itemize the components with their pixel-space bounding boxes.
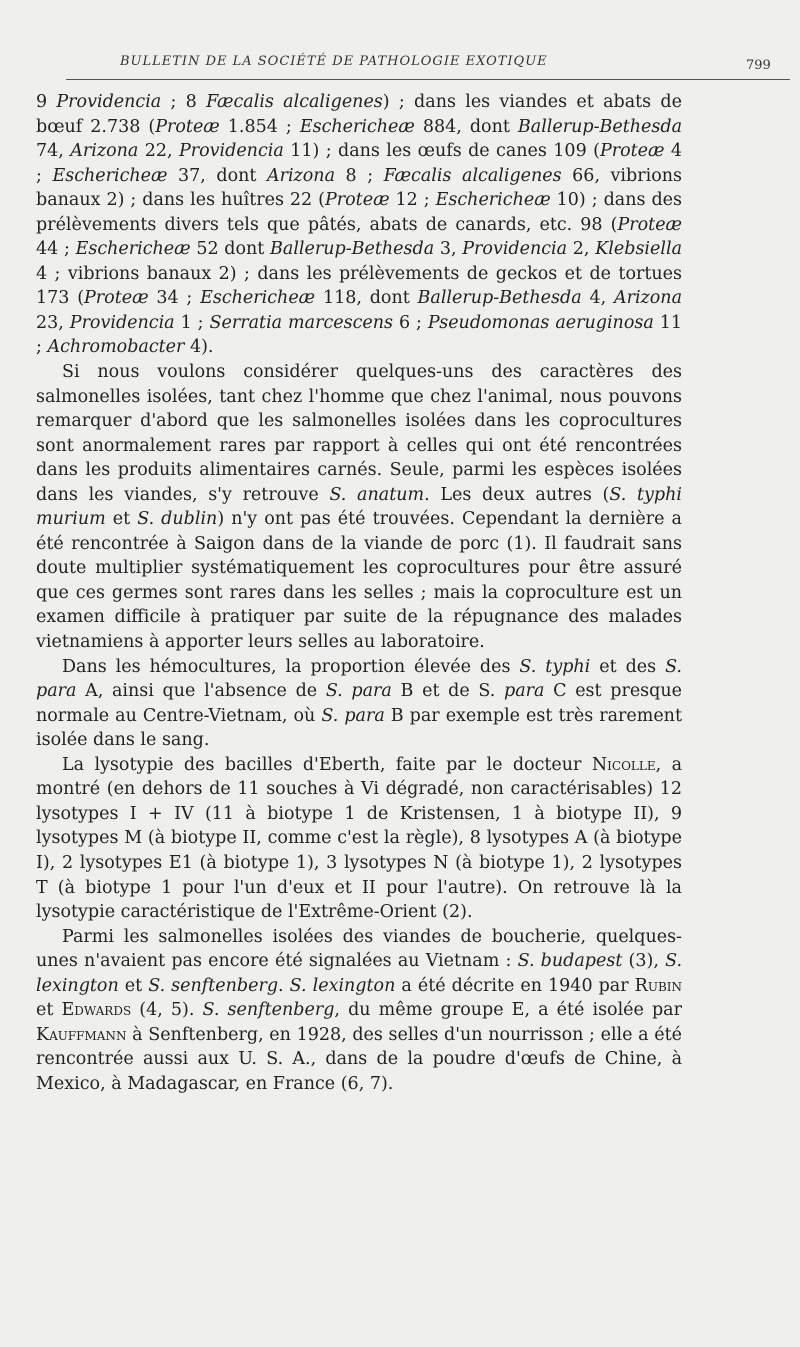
page-number: 799	[746, 58, 771, 73]
running-head: BULLETIN DE LA SOCIÉTÉ DE PATHOLOGIE EXOTIQUE	[120, 54, 548, 69]
paragraph-5: Parmi les salmonelles isolées des viandes de boucherie, quelques-unes n'avaient pas encore été signalées au Vietnam : S. budapest (3), S. lexington et S. senftenberg. S. lexington a été décrite en 1940 par Rubin et Edwards (4, 5). S. senftenberg, du même groupe E, a été isolée par Kauffmann à Senftenberg, en 1928, des selles d'un nourrisson ; elle a été rencontrée aussi aux U. S. A., dans de la poudre d'œufs de Chine, à Mexico, à Madagascar, en France (6, 7).	[36, 926, 683, 1094]
body-text	[36, 90, 682, 1096]
header-rule	[66, 79, 790, 80]
paragraph-3: Dans les hémocultures, la proportion élevée des S. typhi et des S. para A, ainsi que l'absence de S. para B et de S. para C est presque normale au Centre-Vietnam, où S. para B par exemple est très rarement isolée dans le sang.	[36, 656, 682, 751]
paragraph-1: 9 Providencia ; 8 Fæcalis alcaligenes) ; dans les viandes et abats de bœuf 2.738 (Proteæ 1.854 ; Escherichеæ 884, dont Ballerup-Bethesda 74, Arizona 22, Providencia 11) ; dans les œufs de canes 109 (Proteæ 4 ; Escherichеæ 37, dont Arizona 8 ; Fæcalis alcaligenes 66, vibrions banaux 2) ; dans les huîtres 22 (Proteæ 12 ; Escherichеæ 10) ; dans des prélèvements divers tels que pâtés, abats de canards, etc. 98 (Proteæ 44 ; Escherichеæ 52 dont Ballerup-Bethesda 3, Providencia 2, Klebsiella 4 ; vibrions banaux 2) ; dans les prélèvements de geckos et de tortues 173 (Proteæ 34 ; Escherichеæ 118, dont Ballerup-Bethesda 4, Arizona 23, Providencia 1 ; Serratia marcescens 6 ; Pseudomonas aeruginosa 11 ; Achromobacter 4).	[36, 92, 683, 358]
paragraph-2: Si nous voulons considérer quelques-uns des caractères des salmonelles isolées, tant chez l'homme que chez l'animal, nous pouvons remarquer d'abord que les salmonelles isolées dans les coprocultures sont anormalement rares par rapport à celles qui ont été rencontrées dans les produits alimentaires carnés. Seule, parmi les espèces isolées dans les viandes, s'y retrouve S. anatum. Les deux autres (S. typhi murium et S. dublin) n'y ont pas été trouvées. Cependant la dernière a été rencontrée à Saigon dans de la viande de porc (1). Il faudrait sans doute multiplier systématiquement les coprocultures pour être assuré que ces germes sont rares dans les selles ; mais la coproculture est un examen difficile à pratiquer par suite de la répugnance des malades vietnamiens à apporter leurs selles au laboratoire.	[36, 362, 683, 653]
page-header	[0, 54, 800, 78]
paragraph-4: La lysotypie des bacilles d'Eberth, faite par le docteur Nicolle, a montré (en dehors de 11 souches à Vi dégradé, non caractérisables) 12 lysotypes I + IV (11 à biotype 1 de Kristensen, 1 à biotype II), 9 lysotypes M (à biotype II, comme c'est la règle), 8 lysotypes A (à biotype I), 2 lysotypes E1 (à biotype 1), 3 lysotypes N (à biotype 1), 2 lysotypes T (à biotype 1 pour l'un d'eux et II pour l'autre). On retrouve là la lysotypie caractéristique de l'Extrême-Orient (2).	[36, 754, 683, 923]
